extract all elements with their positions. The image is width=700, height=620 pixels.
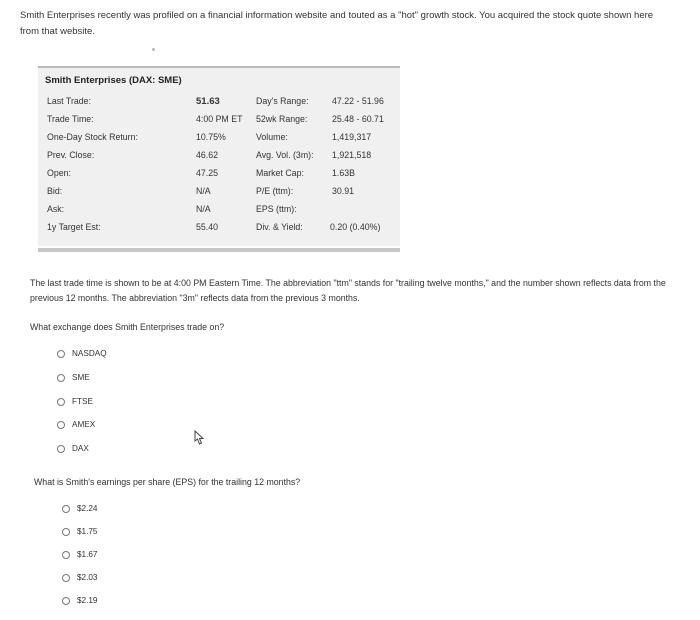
quote-label2: Market Cap:: [256, 168, 304, 178]
intro-text: Smith Enterprises recently was profiled on a financial information website and touted as a "hot" growth stock. You acquired the stock quote shown here from that website.: [20, 10, 654, 37]
quote-label2: Avg. Vol. (3m):: [256, 150, 314, 160]
quote-row: [38, 129, 400, 147]
quote-value2: 1,419,317: [332, 132, 372, 142]
question2-prompt: What is Smith's earnings per share (EPS) for the trailing 12 months?: [34, 477, 301, 487]
quote-value2: 0.20 (0.40%): [330, 222, 381, 232]
option-label: DAX: [72, 444, 89, 453]
quote-value2: 25.48 - 60.71: [332, 114, 384, 124]
quote-value: 55.40: [196, 222, 219, 232]
q2-option-1[interactable]: [62, 504, 98, 513]
quote-row: [38, 93, 400, 111]
quote-row: [38, 111, 400, 129]
quote-value2: 1.63B: [332, 168, 355, 178]
radio-button[interactable]: [62, 597, 70, 605]
quote-label: Prev. Close:: [47, 150, 95, 160]
quote-row: [38, 165, 400, 183]
option-label: FTSE: [72, 397, 93, 406]
quote-value: 10.75%: [196, 132, 226, 142]
q1-option-dax[interactable]: [57, 444, 89, 453]
radio-button[interactable]: [57, 350, 65, 358]
radio-button[interactable]: [62, 551, 70, 559]
hand-pointer-icon: [192, 430, 206, 446]
option-label: $1.67: [77, 550, 98, 559]
quote-label2: Volume:: [256, 132, 288, 142]
radio-button[interactable]: [57, 374, 65, 382]
quote-label: Ask:: [47, 204, 65, 214]
q1-option-amex[interactable]: [57, 420, 95, 429]
quote-row: [38, 219, 400, 237]
option-label: NASDAQ: [72, 349, 107, 358]
radio-button[interactable]: [62, 574, 70, 582]
option-label: $1.75: [77, 527, 98, 536]
quote-label2: 52wk Range:: [256, 114, 308, 124]
quote-label: 1y Target Est:: [47, 222, 101, 232]
question1-prompt: What exchange does Smith Enterprises trade on?: [30, 322, 225, 332]
quote-label2: EPS (ttm):: [256, 204, 297, 214]
radio-button[interactable]: [57, 421, 65, 429]
quote-label2: Div. & Yield:: [256, 222, 303, 232]
quote-title: Smith Enterprises (DAX: SME): [45, 75, 182, 86]
quote-row: [38, 147, 400, 165]
q1-option-ftse[interactable]: [57, 397, 93, 406]
quote-label2: Day's Range:: [256, 96, 309, 106]
decorative-dot: [152, 48, 155, 51]
q1-option-nasdaq[interactable]: [57, 349, 107, 358]
quote-value2: 1,921,518: [332, 150, 372, 160]
quote-label: Bid:: [47, 186, 63, 196]
quote-value: 51.63: [196, 96, 220, 107]
quote-row: [38, 201, 400, 219]
quote-value: N/A: [196, 204, 211, 214]
q2-option-2[interactable]: [62, 527, 98, 536]
q2-option-5[interactable]: [62, 596, 98, 605]
explanation-text: The last trade time is shown to be at 4:00 PM Eastern Time. The abbreviation "ttm" stands for "trailing twelve months," and the number shown reflects data from the previous 12 months. The abbreviation "3m" reflects data from the previous 3 months.: [30, 278, 666, 303]
option-label: AMEX: [72, 420, 96, 429]
radio-button[interactable]: [62, 528, 70, 536]
quote-value: 4:00 PM ET: [196, 114, 243, 124]
quote-label2: P/E (ttm):: [256, 186, 294, 196]
quote-value2: 47.22 - 51.96: [332, 96, 384, 106]
stock-quote-table: [38, 66, 400, 246]
quote-label: Last Trade:: [47, 96, 92, 106]
quote-value: N/A: [196, 186, 211, 196]
quote-label: Open:: [47, 168, 71, 178]
q2-option-4[interactable]: [62, 573, 98, 582]
quote-bottom-rule: [38, 248, 400, 252]
quote-value: 46.62: [196, 150, 219, 160]
option-label: $2.19: [77, 596, 98, 605]
q2-option-3[interactable]: [62, 550, 98, 559]
quote-label: One-Day Stock Return:: [47, 132, 138, 142]
option-label: $2.24: [77, 504, 98, 513]
radio-button[interactable]: [57, 445, 65, 453]
radio-button[interactable]: [62, 505, 70, 513]
q1-option-sme[interactable]: [57, 373, 90, 382]
quote-value2: 30.91: [332, 186, 355, 196]
quote-row: [38, 183, 400, 201]
option-label: SME: [72, 373, 90, 382]
radio-button[interactable]: [57, 398, 65, 406]
quote-value: 47.25: [196, 168, 219, 178]
option-label: $2.03: [77, 573, 98, 582]
quote-label: Trade Time:: [47, 114, 94, 124]
